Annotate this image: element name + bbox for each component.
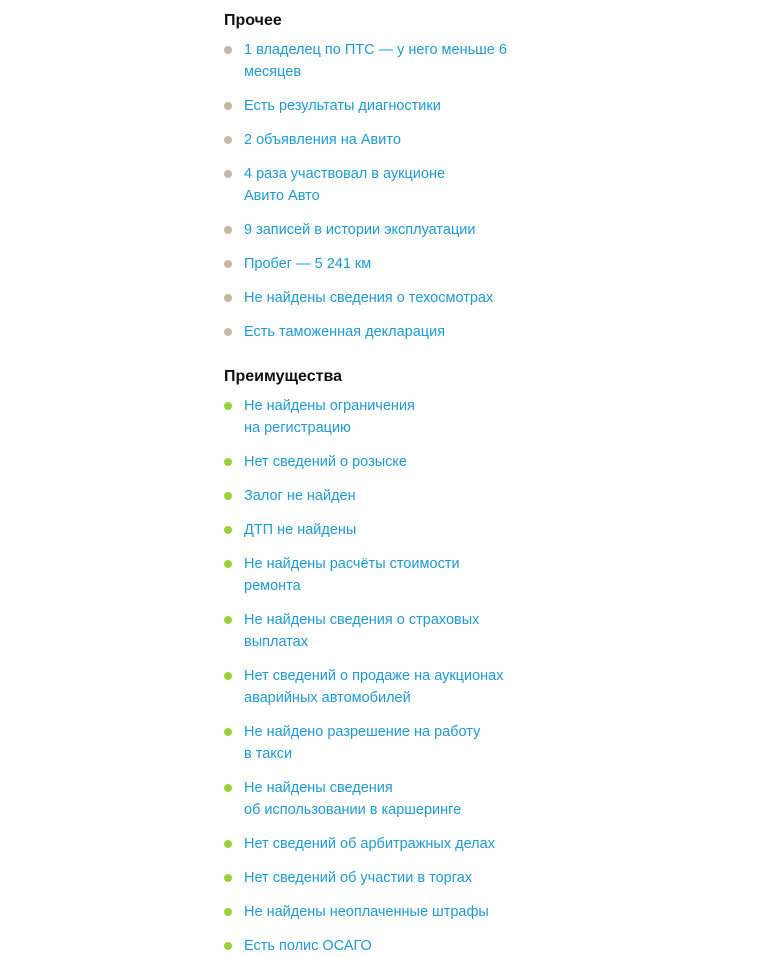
section-advantages bbox=[224, 366, 544, 957]
bullet-dot-icon bbox=[224, 942, 232, 950]
bullet-dot-icon bbox=[224, 616, 232, 624]
list-item[interactable] bbox=[224, 721, 544, 765]
list-item-label[interactable]: Не найдены сведения об использовании в каршеринге bbox=[244, 780, 462, 818]
bullet-dot-icon bbox=[224, 874, 232, 882]
list-item-label[interactable]: Есть таможенная декларация bbox=[244, 324, 446, 340]
list-item-label[interactable]: 2 объявления на Авито bbox=[244, 132, 401, 148]
list-item-label[interactable]: Не найдены сведения о страховых выплатах bbox=[244, 612, 480, 650]
bullet-dot-icon bbox=[224, 402, 232, 410]
list-item-label[interactable]: Пробег — 5 241 км bbox=[244, 256, 372, 272]
list-item-label[interactable]: 4 раза участвовал в аукционе Авито Авто bbox=[244, 166, 446, 204]
list-item-label[interactable]: Нет сведений об участии в торгах bbox=[244, 870, 473, 886]
advantages-list bbox=[224, 395, 544, 957]
bullet-dot-icon bbox=[224, 784, 232, 792]
list-item-label[interactable]: 9 записей в истории эксплуатации bbox=[244, 222, 476, 238]
list-item[interactable] bbox=[224, 833, 544, 855]
bullet-dot-icon bbox=[224, 328, 232, 336]
list-item[interactable] bbox=[224, 95, 544, 117]
list-item[interactable] bbox=[224, 901, 544, 923]
list-item-label[interactable]: Нет сведений об арбитражных делах bbox=[244, 836, 495, 852]
list-item[interactable] bbox=[224, 609, 544, 653]
list-item-label[interactable]: Не найдены сведения о техосмотрах bbox=[244, 290, 494, 306]
list-item-label[interactable]: Залог не найден bbox=[244, 488, 356, 504]
bullet-dot-icon bbox=[224, 526, 232, 534]
list-item[interactable] bbox=[224, 39, 544, 83]
list-item-label[interactable]: Есть результаты диагностики bbox=[244, 98, 441, 114]
list-item-label[interactable]: Не найдены ограничения на регистрацию bbox=[244, 398, 415, 436]
list-item[interactable] bbox=[224, 321, 544, 343]
other-list bbox=[224, 39, 544, 343]
list-item-label[interactable]: 1 владелец по ПТС — у него меньше 6 месяцев bbox=[244, 42, 507, 80]
bullet-dot-icon bbox=[224, 136, 232, 144]
list-item[interactable] bbox=[224, 163, 544, 207]
bullet-dot-icon bbox=[224, 908, 232, 916]
list-item[interactable] bbox=[224, 553, 544, 597]
bullet-dot-icon bbox=[224, 226, 232, 234]
list-item-label[interactable]: Не найдены расчёты стоимости ремонта bbox=[244, 556, 460, 594]
bullet-dot-icon bbox=[224, 728, 232, 736]
list-item[interactable] bbox=[224, 777, 544, 821]
list-item-label[interactable]: Есть полис ОСАГО bbox=[244, 938, 372, 954]
bullet-dot-icon bbox=[224, 560, 232, 568]
section-other bbox=[224, 10, 544, 343]
section-title-other: Прочее bbox=[224, 12, 282, 29]
list-item[interactable] bbox=[224, 287, 544, 309]
bullet-dot-icon bbox=[224, 102, 232, 110]
list-item[interactable] bbox=[224, 451, 544, 473]
list-item-label[interactable]: ДТП не найдены bbox=[244, 522, 357, 538]
list-item[interactable] bbox=[224, 129, 544, 151]
list-item-label[interactable]: Нет сведений о розыске bbox=[244, 454, 407, 470]
bullet-dot-icon bbox=[224, 492, 232, 500]
list-item[interactable] bbox=[224, 867, 544, 889]
bullet-dot-icon bbox=[224, 294, 232, 302]
list-item[interactable] bbox=[224, 665, 544, 709]
list-item[interactable] bbox=[224, 519, 544, 541]
list-item[interactable] bbox=[224, 485, 544, 507]
list-item-label[interactable]: Нет сведений о продаже на аукционах аварийных автомобилей bbox=[244, 668, 504, 706]
bullet-dot-icon bbox=[224, 840, 232, 848]
report-content bbox=[224, 10, 544, 957]
list-item-label[interactable]: Не найдены неоплаченные штрафы bbox=[244, 904, 489, 920]
list-item[interactable] bbox=[224, 219, 544, 241]
bullet-dot-icon bbox=[224, 260, 232, 268]
bullet-dot-icon bbox=[224, 458, 232, 466]
section-title-advantages: Преимущества bbox=[224, 368, 342, 385]
list-item-label[interactable]: Не найдено разрешение на работу в такси bbox=[244, 724, 481, 762]
list-item[interactable] bbox=[224, 253, 544, 275]
list-item[interactable] bbox=[224, 395, 544, 439]
bullet-dot-icon bbox=[224, 672, 232, 680]
bullet-dot-icon bbox=[224, 46, 232, 54]
bullet-dot-icon bbox=[224, 170, 232, 178]
